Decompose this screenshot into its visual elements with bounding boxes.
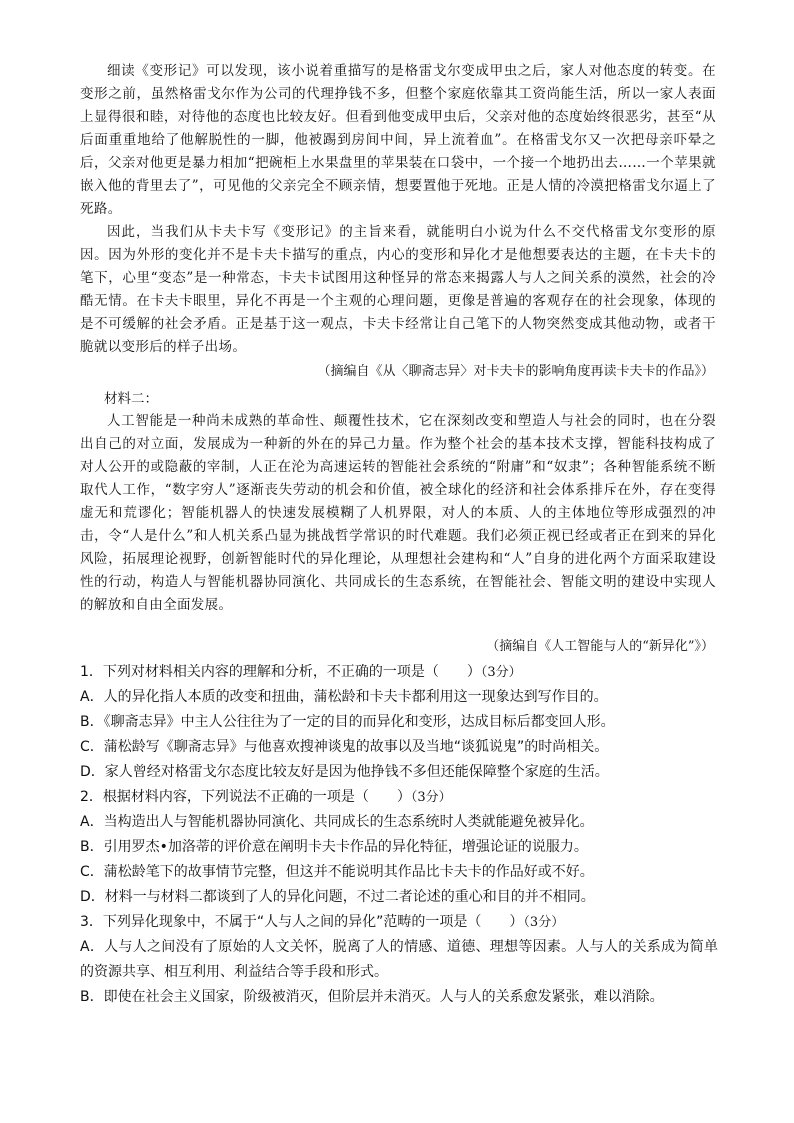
question-3-option-b[interactable]: B．即使在社会主义国家，阶级被消灭，但阶层并未消灭。人与人的关系愈发紧张，难以消除。 <box>80 989 664 1005</box>
material-two-source: （摘编自《人工智能与人的“新异化”》） <box>486 639 714 654</box>
material-two-label: 材料二： <box>104 391 158 407</box>
material-one-passage <box>80 60 716 359</box>
question-2-stem <box>80 785 718 810</box>
question-1-option-b[interactable]: B．《聊斋志异》中主人公往往为了一定的目的而异化和变形，达成目标后都变回人形。 <box>80 714 615 730</box>
question-2-score: （3分） <box>410 790 452 805</box>
question-2-text: 2．根据材料内容，下列说法不正确的一项是（ ） <box>80 789 411 805</box>
question-1-option-c[interactable]: C．蒲松龄写《聊斋志异》与他喜欢搜神谈鬼的故事以及当地“谈狐说鬼”的时尚相关。 <box>80 739 609 755</box>
material-one-paragraph-1: 细读《变形记》可以发现，该小说着重描写的是格雷戈尔变成甲虫之后，家人对他态度的转变。在变形之前，虽然格雷戈尔作为公司的代理挣钱不多，但整个家庭依靠其工资尚能生活，所以一家人表面上显得很和睦，对待他的态度也比较友好。但看到他变成甲虫后，父亲对他的态度始终很恶劣，甚至“从后面重重地给了他解脱性的一脚，他被踢到房间中间，异上流着血”。在格雷戈尔又一次把母亲吓晕之后，父亲对他更是暴力相加“把碗柜上水果盘里的苹果装在口袋中，一个接一个地扔出去……一个苹果就嵌入他的背里去了”，可见他的父亲完全不顾亲情，想要置他于死地。正是人情的冷漠把格雷戈尔逼上了死路。 <box>80 63 716 217</box>
question-1-score: （3分） <box>480 665 522 680</box>
question-1-option-d[interactable]: D．家人曾经对格雷戈尔态度比较友好是因为他挣钱不多但还能保障整个家庭的生活。 <box>80 764 609 780</box>
question-3-score: （3分） <box>523 915 565 930</box>
question-1-text: 1．下列对材料相关内容的理解和分析，不正确的一项是（ ） <box>80 664 481 680</box>
question-2-option-c[interactable]: C．蒲松龄笔下的故事情节完整，但这并不能说明其作品比卡夫卡的作品好或不好。 <box>80 864 594 880</box>
question-2-option-b[interactable]: B．引用罗杰•加洛蒂的评价意在阐明卡夫卡作品的异化特征，增强论证的说服力。 <box>80 839 588 855</box>
question-1-option-a[interactable]: A．人的异化指人本质的改变和扭曲，蒲松龄和卡夫卡都利用这一现象达到写作目的。 <box>80 689 608 705</box>
question-3-text: 3．下列异化现象中，不属于“人与人之间的异化”范畴的一项是（ ） <box>80 914 524 930</box>
question-3-option-a[interactable]: A．人与人之间没有了原始的人文关怀，脱离了人的情感、道德、理想等因素。人与人的关系成为简单的资源共享、相互利用、利益结合等手段和形式。 <box>80 939 718 980</box>
question-3-stem <box>80 910 718 935</box>
question-2-option-d[interactable]: D．材料一与材料二都谈到了人的异化问题，不过二者论述的重心和目的并不相同。 <box>80 889 595 905</box>
material-two-paragraph-1: 人工智能是一种尚未成熟的革命性、颠覆性技术，它在深刻改变和塑造人与社会的同时，也在分裂出自己的对立面，发展成为一种新的外在的异己力量。作为整个社会的基本技术支撑，智能科技构成了对人公开的或隐蔽的宰制，人正在沦为高速运转的智能社会系统的“附庸”和“奴隶”；各种智能系统不断取代人工作，“数字穷人”逐渐丧失劳动的机会和价值，被全球化的经济和社会体系排斥在外，存在变得虚无和荒谬化；智能机器人的快速发展模糊了人机界限，对人的本质、人的主体地位等形成强烈的冲击，令“人是什么”和人机关系凸显为挑战哲学常识的时代难题。我们必须正视已经或者正在到来的异化风险，拓展理论视野，创新智能时代的异化理论，从理想社会建构和“人”自身的进化两个方面采取建设性的行动，构造人与智能机器协同演化、共同成长的生态系统，在智能社会、智能文明的建设中实现人的解放和自由全面发展。 <box>80 413 716 613</box>
question-1-stem <box>80 660 718 685</box>
material-one-source: （摘编自《从〈聊斋志异〉对卡夫卡的影响角度再读卡夫卡的作品》） <box>317 364 714 379</box>
material-one-paragraph-2: 因此，当我们从卡夫卡写《变形记》的主旨来看，就能明白小说为什么不交代格雷戈尔变形的原因。因为外形的变化并不是卡夫卡描写的重点，内心的变形和异化才是他想要表达的主题，在卡夫卡的笔下，心里“变态”是一种常态，卡夫卡试图用这种怪异的常态来揭露人与人之间关系的漠然，社会的冷酷无情。在卡夫卡眼里，异化不再是一个主观的心理问题，更像是普遍的客观存在的社会现象，体现的是不可缓解的社会矛盾。正是基于这一观点，卡夫卡经常让自己笔下的人物突然变成其他动物，或者干脆就以变形后的样子出场。 <box>80 224 716 355</box>
material-two-passage <box>80 410 716 617</box>
question-2-option-a[interactable]: A．当构造出人与智能机器协同演化、共同成长的生态系统时人类就能避免被异化。 <box>80 814 594 830</box>
